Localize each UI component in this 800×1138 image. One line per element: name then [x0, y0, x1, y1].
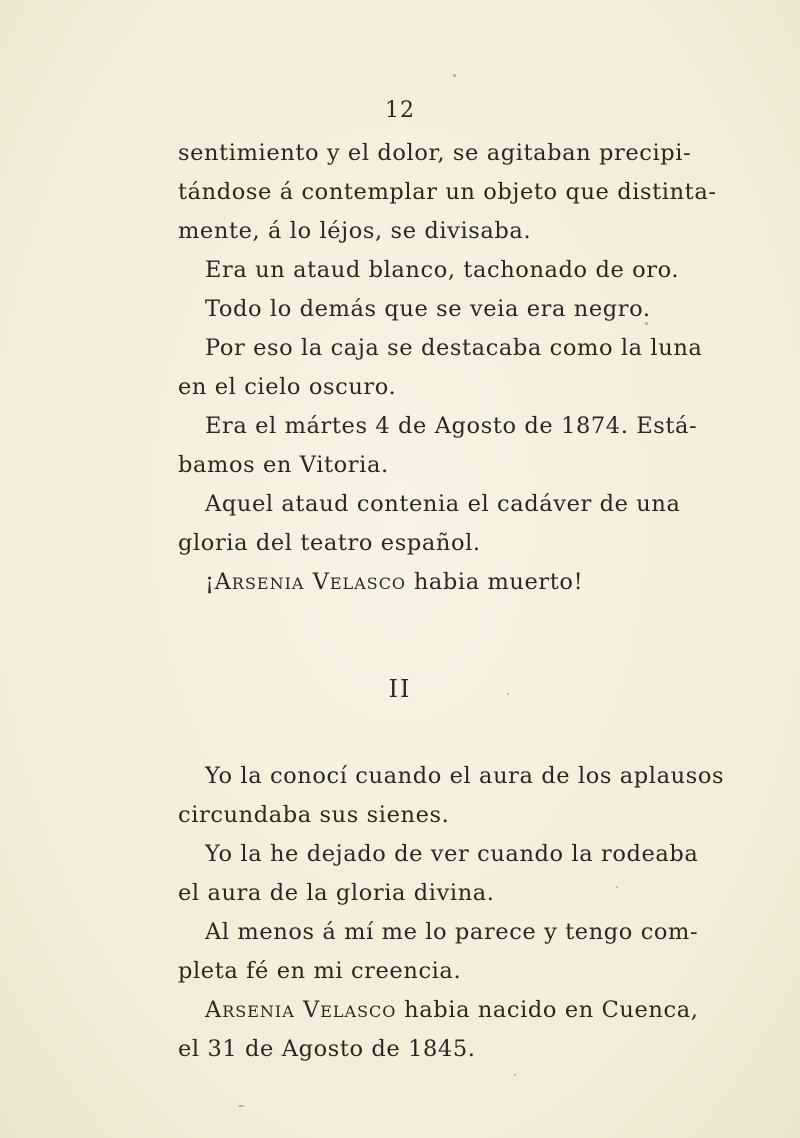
section-heading: II: [388, 675, 412, 703]
text-line: el 31 de Agosto de 1845.: [178, 1036, 476, 1062]
text-line: sentimiento y el dolor, se agitaban precipi-: [178, 140, 692, 166]
text-line: pleta fé en mi creencia.: [178, 958, 462, 984]
text-line: Todo lo demás que se veia era negro.: [205, 296, 651, 322]
text-line: Yo la conocí cuando el aura de los aplausos: [205, 763, 725, 789]
text-line: Era un ataud blanco, tachonado de oro.: [205, 257, 680, 283]
text-line: Aquel ataud contenia el cadáver de una: [205, 491, 681, 517]
paper-speck: [238, 1105, 244, 1107]
person-name: Arsenia Velasco: [205, 997, 397, 1023]
text-line: gloria del teatro español.: [178, 530, 481, 556]
text-line: en el cielo oscuro.: [178, 374, 397, 400]
person-name: Arsenia Velasco: [214, 569, 407, 595]
text-line: el aura de la gloria divina.: [178, 880, 495, 906]
text-line: tándose á contemplar un objeto que distinta-: [178, 179, 717, 205]
text-line: mente, á lo léjos, se divisaba.: [178, 218, 532, 244]
paper-speck: [453, 74, 456, 77]
text-line-with-name: [205, 567, 583, 597]
text-line: circundaba sus sienes.: [178, 802, 450, 828]
paper-speck: [507, 693, 509, 695]
text-line: Por eso la caja se destacaba como la luna: [205, 335, 703, 361]
paper-speck: [645, 322, 648, 325]
text-line: bamos en Vitoria.: [178, 452, 389, 478]
paper-speck: [514, 1074, 516, 1076]
page-number: 12: [385, 98, 415, 123]
text-fragment: habia nacido en Cuenca,: [396, 997, 699, 1023]
paper-speck: [616, 886, 618, 888]
text-fragment: habia muerto!: [406, 569, 584, 595]
text-line: Yo la he dejado de ver cuando la rodeaba: [205, 841, 699, 867]
exclamation-open: ¡: [205, 569, 215, 595]
text-line: Era el mártes 4 de Agosto de 1874. Está-: [205, 413, 698, 439]
text-line: Al menos á mí me lo parece y tengo com-: [205, 919, 699, 945]
text-line-with-name: [205, 995, 698, 1025]
